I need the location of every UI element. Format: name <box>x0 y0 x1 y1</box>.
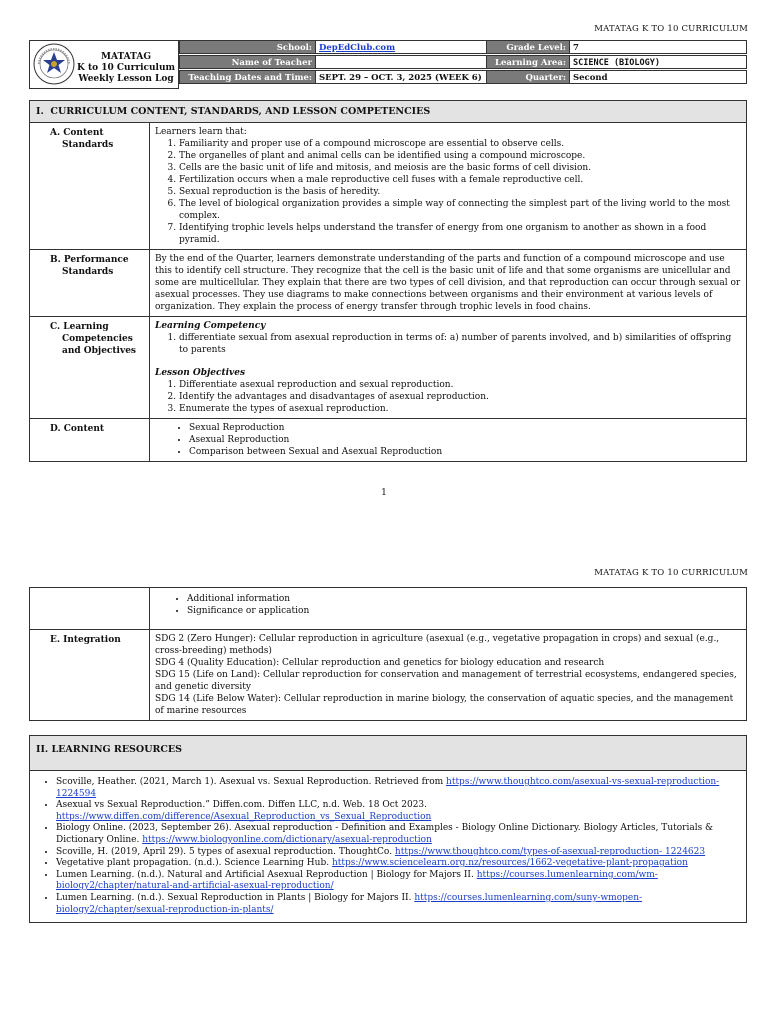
intro-text: Learners learn that: <box>155 127 247 137</box>
sdg-line: SDG 15 (Life on Land): Cellular reproduction for conservation and management of terrestrial ecosystems, endangered species, and genetic diversity <box>155 670 737 692</box>
area-value: SCIENCE (BIOLOGY) <box>569 55 747 69</box>
list-item: • Significance or application <box>187 605 741 617</box>
objectives-list <box>155 379 741 415</box>
list-item: • Sexual Reproduction <box>189 422 741 434</box>
resource-text: Vegetative plant propagation. (n.d.). Science Learning Hub. <box>56 858 332 869</box>
sdg-line: SDG 2 (Zero Hunger): Cellular reproduction in agriculture (asexual (e.g., vegetative propagation in crops) and sexual (e.g., cross-breeding) methods) <box>155 634 720 656</box>
resource-item <box>56 777 736 800</box>
section-title: CURRICULUM CONTENT, STANDARDS, AND LESSON COMPETENCIES <box>50 106 431 117</box>
resources-body <box>30 771 746 922</box>
list-item: 3. Cells are the basic unit of life and mitosis, and meiosis are the basic forms of cell division. <box>179 162 741 174</box>
resource-item <box>56 823 736 846</box>
label-line: A. Content <box>50 128 104 138</box>
resource-text: Lumen Learning. (n.d.). Sexual Reproduction in Plants | Biology for Majors II. <box>56 892 415 903</box>
section-learning-resources <box>29 735 747 923</box>
section-curriculum <box>29 100 747 462</box>
content-body <box>150 419 746 461</box>
resource-link[interactable]: https://www.diffen.com/difference/Asexual_Reproduction_vs_Sexual_Reproduction <box>56 811 432 822</box>
performance-standards-body: By the end of the Quarter, learners demonstrate understanding of the parts and function of a compound microscope and use this to identify cell structure. They recognize that the cell is the basic unit of life and that some organisms are unicellular and some are multicellular. They explain that there are two types of cell division, and that reproduction can occur through sexual or asexual processes. They use diagrams to make connections between organisms and their environment at various levels of organization. They explain the process of energy transfer through trophic levels in food chains. <box>155 254 741 312</box>
resource-link[interactable]: https://www.thoughtco.com/asexual-vs-sexual-reproduction-1224594 <box>56 777 720 799</box>
list-item: 5. Sexual reproduction is the basis of heredity. <box>179 186 741 198</box>
resource-item <box>56 893 736 916</box>
grade-value: 7 <box>569 40 747 54</box>
teacher-label: Name of Teacher <box>179 55 316 69</box>
list-item: • Asexual Reproduction <box>189 434 741 446</box>
resources-list <box>38 777 736 916</box>
dates-label: Teaching Dates and Time: <box>179 70 316 84</box>
list-item: 2. Identify the advantages and disadvantages of asexual reproduction. <box>179 391 741 403</box>
grade-label: Grade Level: <box>486 40 570 54</box>
label-line: Competencies <box>62 334 133 344</box>
resource-link[interactable]: https://www.biologyonline.com/dictionary/asexual-reproduction <box>142 834 432 845</box>
competency-heading: Learning Competency <box>155 321 266 331</box>
teacher-value <box>315 55 487 69</box>
logo-cell <box>29 40 179 89</box>
objectives-heading: Lesson Objectives <box>155 368 246 378</box>
list-item: 3. Enumerate the types of asexual reproduction. <box>179 403 741 415</box>
quarter-label: Quarter: <box>486 70 570 84</box>
section-heading: II. LEARNING RESOURCES <box>30 736 746 771</box>
list-item: 1. Familiarity and proper use of a compound microscope are essential to observe cells. <box>179 138 741 150</box>
section-continued <box>29 587 747 721</box>
resource-item <box>56 858 736 870</box>
content-standards-row <box>30 123 746 250</box>
area-label: Learning Area: <box>486 55 570 69</box>
list-item: 1. Differentiate asexual reproduction and sexual reproduction. <box>179 379 741 391</box>
continued-row <box>30 588 746 630</box>
content-list <box>155 422 741 458</box>
list-item: • Additional information <box>187 593 741 605</box>
running-header: MATATAG K TO 10 CURRICULUM <box>594 568 748 578</box>
school-label: School: <box>179 40 316 54</box>
lesson-info-grid <box>179 40 747 89</box>
resource-link[interactable]: https://www.sciencelearn.org.nz/resources/1662-vegetative-plant-propagation <box>331 858 688 869</box>
list-item: • Comparison between Sexual and Asexual Reproduction <box>189 446 741 458</box>
standards-list <box>155 138 741 246</box>
resource-link[interactable]: https://www.thoughtco.com/types-of-asexual-reproduction- 1224623 <box>394 846 706 857</box>
integration-body <box>150 630 746 720</box>
resource-text: Asexual vs Sexual Reproduction.” Diffen.com. Diffen LLC, n.d. Web. 18 Oct 2023. <box>56 800 428 811</box>
integration-label: E. Integration <box>30 630 150 720</box>
resource-item <box>56 847 736 859</box>
section-heading <box>30 101 746 123</box>
page-number: 1 <box>381 488 387 498</box>
integration-row <box>30 630 746 720</box>
list-item: 1. differentiate sexual from asexual reproduction in terms of: a) number of parents involved, and b) similarities of offspring to parents <box>179 332 741 356</box>
resource-item <box>56 870 736 893</box>
continued-body <box>150 588 746 629</box>
deped-seal-icon <box>33 43 75 85</box>
list-item: 4. Fertilization occurs when a male reproductive cell fuses with a female reproductive cell. <box>179 174 741 186</box>
competencies-body <box>150 317 746 418</box>
sdg-line: SDG 14 (Life Below Water): Cellular reproduction in marine biology, the conservation of aquatic species, and the management of marine resources <box>155 694 734 716</box>
content-row <box>30 419 746 461</box>
continued-list <box>155 591 741 617</box>
label-line: B. Performance <box>50 255 129 265</box>
section-number: I. <box>36 106 44 117</box>
list-item: 2. The organelles of plant and animal cells can be identified using a compound microscope. <box>179 150 741 162</box>
logo-line: Weekly Lesson Log <box>78 74 174 84</box>
logo-line: MATATAG <box>100 52 152 62</box>
label-line: C. Learning <box>50 322 109 332</box>
label-line: Standards <box>62 140 114 150</box>
competency-list <box>155 332 741 356</box>
resource-link[interactable]: https://courses.lumenlearning.com/wm-biology2/chapter/natural-and-artificial-asexual-reproduction/ <box>56 869 658 892</box>
resource-text: Biology Online. (2023, September 26). Asexual reproduction - Definition and Examples - Biology Online Dictionary. Biology Articles, Tutorials & Dictionary Online. <box>56 823 714 845</box>
label-line: and Objectives <box>62 346 136 356</box>
logo-text <box>76 52 176 85</box>
resource-text: Scoville, Heather. (2021, March 1). Asexual vs. Sexual Reproduction. Retrieved from <box>56 777 447 787</box>
label-line: Standards <box>62 267 114 277</box>
list-item: 7. Identifying trophic levels helps understand the transfer of energy from one organism to another as shown in a food pyramid. <box>179 222 741 246</box>
quarter-value: Second <box>569 70 747 84</box>
empty-label <box>30 588 150 629</box>
resource-text: Lumen Learning. (n.d.). Natural and Artificial Asexual Reproduction | Biology for Majors II. <box>56 869 477 880</box>
content-standards-body <box>150 123 746 249</box>
school-link[interactable]: DepEdClub.com <box>319 43 396 53</box>
content-label: D. Content <box>30 419 150 461</box>
content-standards-label <box>30 123 150 249</box>
resource-link[interactable]: https://courses.lumenlearning.com/suny-wmopen-biology2/chapter/sexual-reproduction-in-plants/ <box>56 892 643 915</box>
school-value <box>315 40 487 54</box>
performance-standards-row <box>30 250 746 317</box>
competencies-row <box>30 317 746 419</box>
dates-value: SEPT. 29 – OCT. 3, 2025 (WEEK 6) <box>315 70 487 84</box>
resource-text: Scoville, H. (2019, April 29). 5 types of asexual reproduction. ThoughtCo. <box>56 846 395 857</box>
resource-item <box>56 800 736 823</box>
performance-standards-label <box>30 250 150 316</box>
sdg-line: SDG 4 (Quality Education): Cellular reproduction and genetics for biology education and research <box>155 658 605 668</box>
running-header: MATATAG K TO 10 CURRICULUM <box>594 24 748 34</box>
competencies-label <box>30 317 150 418</box>
logo-line: K to 10 Curriculum <box>76 63 176 73</box>
list-item: 6. The level of biological organization provides a simple way of connecting the simplest part of the living world to the most complex. <box>179 198 741 222</box>
